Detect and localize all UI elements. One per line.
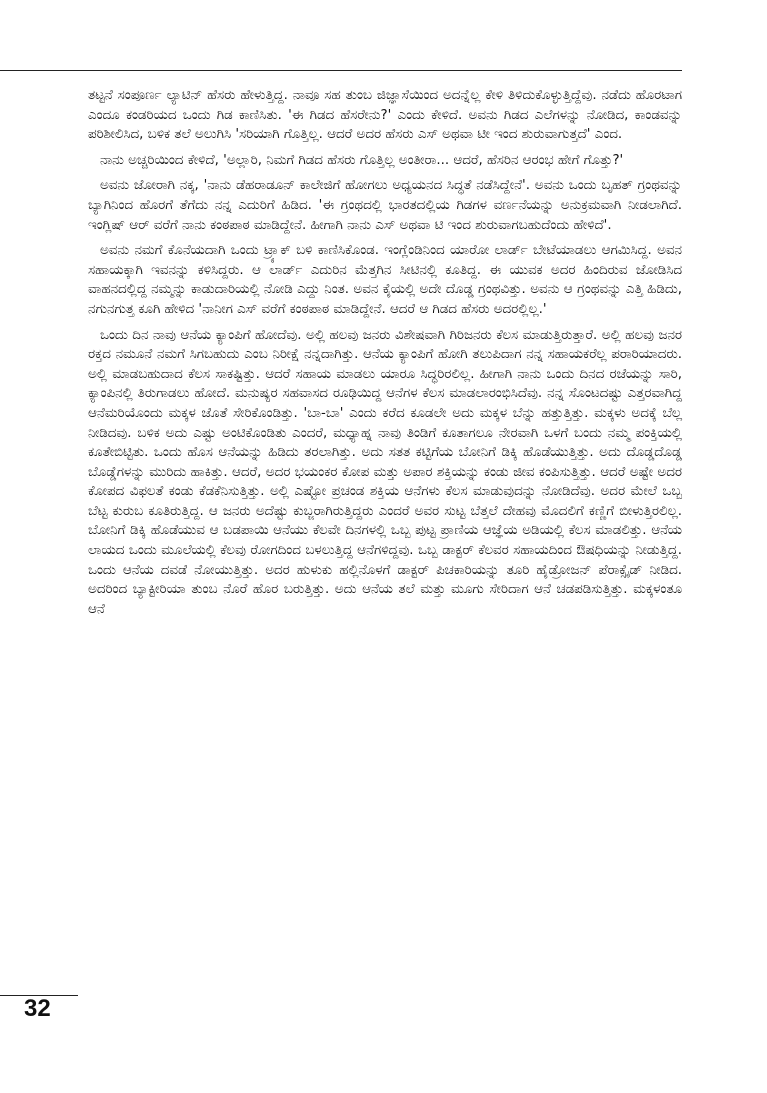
body-text xyxy=(88,86,682,625)
paragraph: ಒಂದು ದಿನ ನಾವು ಆನೆಯ ಕ್ಯಾಂಪಿಗೆ ಹೋದೆವು. ಅಲ್ಲಿ ಹಲವು ಜನರು ವಿಶೇಷವಾಗಿ ಗಿರಿಜನರು ಕೆಲಸ ಮಾಡುತ್ತಿರುತ್ತಾರೆ. ಅಲ್ಲಿ ಹಲವು ಜನರ ರಕ್ತದ ನಮೂನೆ ನಮಗೆ ಸಿಗಬಹುದು ಎಂಬ ನಿರೀಕ್ಷೆ ನನ್ನದಾಗಿತ್ತು. ಆನೆಯ ಕ್ಯಾಂಪಿಗೆ ಹೋಗಿ ತಲುಪಿದಾಗ ನನ್ನ ಸಹಾಯಕರೆಲ್ಲ ಪರಾರಿಯಾದರು. ಅಲ್ಲಿ ಮಾಡಬಹುದಾದ ಕೆಲಸ ಸಾಕಷ್ಟಿತ್ತು. ಆದರೆ ಸಹಾಯ ಮಾಡಲು ಯಾರೂ ಸಿದ್ಧರಿರಲಿಲ್ಲ. ಹೀಗಾಗಿ ನಾನು ಒಂದು ದಿನದ ರಜೆಯನ್ನು ಸಾರಿ, ಕ್ಯಾಂಪಿನಲ್ಲಿ ತಿರುಗಾಡಲು ಹೋದೆ. ಮನುಷ್ಯರ ಸಹವಾಸದ ರೂಢಿಯಿದ್ದ ಆನೆಗಳ ಕೆಲಸ ಮಾಡಲಾರಂಭಿಸಿದೆವು. ನನ್ನ ಸೊಂಟದಷ್ಟು ಎತ್ತರವಾಗಿದ್ದ ಆನೆಮರಿಯೊಂದು ಮಕ್ಕಳ ಜೊತೆ ಸೇರಿಕೊಂಡಿತ್ತು. 'ಬಾ-ಬಾ' ಎಂದು ಕರೆದ ಕೂಡಲೇ ಅದು ಮಕ್ಕಳ ಬೆನ್ನು ಹತ್ತುತ್ತಿತ್ತು. ಮಕ್ಕಳು ಅದಕ್ಕೆ ಬೆಲ್ಲ ನೀಡಿದವು. ಬಳಿಕ ಅದು ಎಷ್ಟು ಅಂಟಿಕೊಂಡಿತು ಎಂದರೆ, ಮಧ್ಯಾಹ್ನ ನಾವು ತಿಂಡಿಗೆ ಕೂತಾಗಲೂ ನೇರವಾಗಿ ಒಳಗೆ ಬಂದು ನಮ್ಮ ಪಂಕ್ತಿಯಲ್ಲಿ ಕೂತೇಬಿಟ್ಟಿತು. ಒಂದು ಹೊಸ ಆನೆಯನ್ನು ಹಿಡಿದು ತರಲಾಗಿತ್ತು. ಅದು ಸತತ ಕಟ್ಟಿಗೆಯ ಬೋನಿಗೆ ಡಿಕ್ಕಿ ಹೊಡೆಯುತ್ತಿತ್ತು. ಅದು ದೊಡ್ಡದೊಡ್ಡ ಬೊಡ್ಡೆಗಳನ್ನು ಮುರಿದು ಹಾಕಿತ್ತು. ಆದರೆ, ಅದರ ಭಯಂಕರ ಕೋಪ ಮತ್ತು ಅಪಾರ ಶಕ್ತಿಯನ್ನು ಕಂಡು ಜೀವ ಕಂಪಿಸುತ್ತಿತ್ತು. ಆದರೆ ಅಷ್ಟೇ ಅದರ ಕೋಪದ ವಿಫಲತೆ ಕಂಡು ಕೆಡಕೆನಿಸುತ್ತಿತ್ತು. ಅಲ್ಲಿ ಎಷ್ಟೋ ಪ್ರಚಂಡ ಶಕ್ತಿಯ ಆನೆಗಳು ಕೆಲಸ ಮಾಡುವುದನ್ನು ನೋಡಿದೆವು. ಅದರ ಮೇಲೆ ಒಬ್ಬ ಬೆಟ್ಟ ಕುರುಬ ಕೂತಿರುತ್ತಿದ್ದ. ಆ ಜನರು ಅದೆಷ್ಟು ಕುಬ್ಜರಾಗಿರುತ್ತಿದ್ದರು ಎಂದರೆ ಅವರ ಸುಟ್ಟ ಬೆತ್ತಲೆ ದೇಹವು ಮೊದಲಿಗೆ ಕಣ್ಣಿಗೆ ಬೀಳುತ್ತಿರಲಿಲ್ಲ. ಬೋನಿಗೆ ಡಿಕ್ಕಿ ಹೊಡೆಯುವ ಆ ಬಡಪಾಯಿ ಆನೆಯು ಕೆಲವೇ ದಿನಗಳಲ್ಲಿ ಒಬ್ಬ ಪುಟ್ಟ ಪ್ರಾಣಿಯ ಆಜ್ಞೆಯ ಅಡಿಯಲ್ಲಿ ಕೆಲಸ ಮಾಡಲಿತ್ತು. ಆನೆಯ ಲಾಯದ ಒಂದು ಮೂಲೆಯಲ್ಲಿ ಕೆಲವು ರೋಗದಿಂದ ಬಳಲುತ್ತಿದ್ದ ಆನೆಗಳಿದ್ದವು. ಒಬ್ಬ ಡಾಕ್ಟರ್ ಕೆಲವರ ಸಹಾಯದಿಂದ ಔಷಧಿಯನ್ನು ನೀಡುತ್ತಿದ್ದ. ಒಂದು ಆನೆಯ ದವಡೆ ನೋಯುತ್ತಿತ್ತು. ಅದರ ಹುಳುಕು ಹಲ್ಲಿನೊಳಗೆ ಡಾಕ್ಟರ್ ಪಿಚಕಾರಿಯನ್ನು ತೂರಿ ಹೈಡ್ರೋಜನ್ ಪೆರಾಕ್ಸೈಡ್ ನೀಡಿದ. ಅದರಿಂದ ಬ್ಯಾಕ್ಟೀರಿಯಾ ತುಂಬ ನೊರೆ ಹೊರ ಬರುತ್ತಿತ್ತು. ಅದು ಆನೆಯ ತಲೆ ಮತ್ತು ಮೂಗು ಸೇರಿದಾಗ ಆನೆ ಚಡಪಡಿಸುತ್ತಿತ್ತು. ಮಕ್ಕಳಂತೂ ಆನೆ xyxy=(88,327,682,617)
paragraph: ಅವನು ನಮಗೆ ಕೊನೆಯದಾಗಿ ಒಂದು ಟ್ರ್ಯಾಕ್ ಬಳಿ ಕಾಣಿಸಿಕೊಂಡ. ಇಂಗ್ಲೆಂಡಿನಿಂದ ಯಾರೋ ಲಾರ್ಡ್ ಬೇಟೆಯಾಡಲು ಆಗಮಿಸಿದ್ದ. ಅವನ ಸಹಾಯಕ್ಕಾಗಿ ಇವನನ್ನು ಕಳಿಸಿದ್ದರು. ಆ ಲಾರ್ಡ್ ಎದುರಿನ ಮೆತ್ತಗಿನ ಸೀಟಿನಲ್ಲಿ ಕೂತಿದ್ದ. ಈ ಯುವಕ ಅದರ ಹಿಂದಿರುವ ಜೋಡಿಸಿದ ವಾಹನದಲ್ಲಿದ್ದ ನಮ್ಮನ್ನು ಕಾಡುದಾರಿಯಲ್ಲಿ ನೋಡಿ ಎದ್ದು ನಿಂತ. ಅವನ ಕೈಯಲ್ಲಿ ಅದೇ ದೊಡ್ಡ ಗ್ರಂಥವಿತ್ತು. ಅವನು ಆ ಗ್ರಂಥವನ್ನು ಎತ್ತಿ ಹಿಡಿದು, ನಗುನಗುತ್ತ ಕೂಗಿ ಹೇಳಿದ 'ನಾನೀಗ ಎಸ್ ವರೆಗೆ ಕಂಠಪಾಠ ಮಾಡಿದ್ದೇನೆ. ಆದರೆ ಆ ಗಿಡದ ಹೆಸರು ಅದರಲ್ಲಿಲ್ಲ.' xyxy=(88,243,682,317)
paragraph: ಅವನು ಜೋರಾಗಿ ನಕ್ಕ, 'ನಾನು ಡೆಹರಾಡೂನ್ ಕಾಲೇಜಿಗೆ ಹೋಗಲು ಅಧ್ಯಯನದ ಸಿದ್ಧತೆ ನಡೆಸಿದ್ದೇನೆ'. ಅವನು ಒಂದು ಬೃಹತ್ ಗ್ರಂಥವನ್ನು ಬ್ಯಾಗಿನಿಂದ ಹೊರಗೆ ತೆಗೆದು ನನ್ನ ಎದುರಿಗೆ ಹಿಡಿದ. 'ಈ ಗ್ರಂಥದಲ್ಲಿ ಭಾರತದಲ್ಲಿಯ ಗಿಡಗಳ ವರ್ಣನೆಯನ್ನು ಅನುಕ್ರಮವಾಗಿ ನೀಡಲಾಗಿದೆ. ಇಂಗ್ಲಿಷ್ ಆರ್ ವರೆಗೆ ನಾನು ಕಂಠಪಾಠ ಮಾಡಿದ್ದೇನೆ. ಹೀಗಾಗಿ ನಾನು ಎಸ್ ಅಥವಾ ಟಿ ಇಂದ ಶುರುವಾಗಬಹುದೆಂದು ಹೇಳಿದೆ'. xyxy=(88,178,682,233)
header-rule xyxy=(0,70,682,71)
paragraph: ತಟ್ಟನೆ ಸಂಪೂರ್ಣ ಲ್ಯಾಟಿನ್ ಹೆಸರು ಹೇಳುತ್ತಿದ್ದ. ನಾವೂ ಸಹ ತುಂಬ ಜಿಜ್ಞಾಸೆಯಿಂದ ಅದನ್ನೆಲ್ಲ ಕೇಳಿ ತಿಳಿದುಕೊಳ್ಳುತ್ತಿದ್ದೆವು. ನಡೆದು ಹೊರಟಾಗ ಎಂದೂ ಕಂಡರಿಯದ ಒಂದು ಗಿಡ ಕಾಣಿಸಿತು. 'ಈ ಗಿಡದ ಹೆಸರೇನು?' ಎಂದು ಕೇಳಿದೆ. ಅವನು ಗಿಡದ ಎಲೆಗಳನ್ನು ನೋಡಿದ, ಕಾಂಡವನ್ನು ಪರಿಶೀಲಿಸಿದ, ಬಳಿಕ ತಲೆ ಅಲುಗಿಸಿ 'ಸರಿಯಾಗಿ ಗೊತ್ತಿಲ್ಲ. ಆದರೆ ಅದರ ಹೆಸರು ಎಸ್ ಅಥವಾ ಟೀ ಇಂದ ಶುರುವಾಗುತ್ತದೆ' ಎಂದ. xyxy=(88,88,682,143)
paragraph: ನಾನು ಅಚ್ಚರಿಯಿಂದ ಕೇಳಿದೆ, 'ಅಲ್ಲಾರಿ, ನಿಮಗೆ ಗಿಡದ ಹೆಸರು ಗೊತ್ತಿಲ್ಲ ಅಂತೀರಾ... ಆದರೆ, ಹೆಸರಿನ ಆರಂಭ ಹೇಗೆ ಗೊತ್ತು?' xyxy=(100,152,624,168)
page-number: 32 xyxy=(24,995,51,1022)
